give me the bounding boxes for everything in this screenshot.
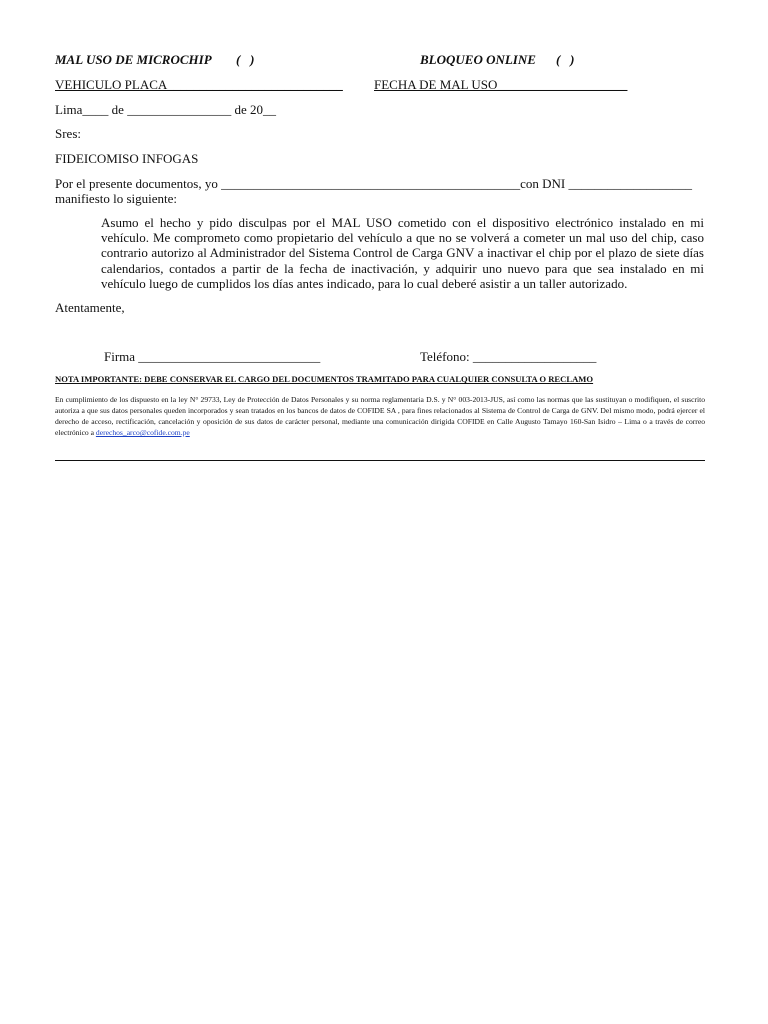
lima-date-field[interactable]: Lima____ de ________________ de 20__ (55, 102, 276, 117)
legal-notice (55, 394, 705, 438)
fecha-mal-uso-field[interactable]: FECHA DE MAL USO____________________ (374, 77, 628, 92)
intro-line[interactable]: Por el presente documentos, yo ______________________________________________con DNI ___________________ (55, 176, 692, 191)
bloqueo-online-label: BLOQUEO ONLINE (420, 52, 536, 67)
salutation: Sres: (55, 126, 81, 141)
closing: Atentamente, (55, 300, 125, 315)
divider (55, 460, 705, 461)
signature-field[interactable]: Firma ____________________________ (104, 349, 321, 364)
commitment-paragraph: Asumo el hecho y pido disculpas por el MAL USO cometido con el dispositivo electrónico instalado en mi vehículo. Me comprometo como propietario del vehículo a que no se volverá a cometer un mal uso del chip, caso contrario autorizo al Administrador del Sistema Control de Carga GNV a inactivar el chip por el plazo de siete días calendarios, contados a partir de la fecha de inactivación, y adquirir uno nuevo para que sea instalado en mi vehículo luego de cumplidos los días antes indicado, para lo cual deberé asistir a un taller autorizado. (101, 215, 704, 291)
vehiculo-placa-field[interactable]: VEHICULO PLACA___________________________ (55, 77, 343, 92)
intro-line-2: manifiesto lo siguiente: (55, 191, 178, 206)
email-link[interactable]: derechos_arco@cofide.com.pe (95, 428, 190, 437)
telefono-field[interactable]: Teléfono: ___________________ (420, 349, 597, 364)
recipient: FIDEICOMISO INFOGAS (55, 151, 199, 166)
legal-text: En cumplimiento de los dispuesto en la ley N° 29733, Ley de Protección de Datos Personales y su norma reglamentaria D.S. y N° 003-2013-JUS, así como las normas que las sustituyan o modifiquen, el suscrito autoriza a que sus datos personales queden incorporados y sean tratados en los bancos de datos de COFIDE SA , para fines relacionados al Sistema de Control de Carga de GNV. Del mismo modo, podrá ejercer el derecho de acceso, rectificación, cancelación y oposición de sus datos de carácter personal, mediante una comunicación dirigida COFIDE en Calle Augusto Tamayo 160-San Isidro – Lima o a través de correo electrónico a (55, 395, 705, 437)
nota-importante: NOTA IMPORTANTE: DEBE CONSERVAR EL CARGO DEL DOCUMENTOS TRAMITADO PARA CUALQUIER CONSULTA O RECLAMO (55, 374, 594, 384)
bloqueo-online-checkbox[interactable]: ( ) (556, 52, 575, 67)
mal-uso-checkbox[interactable]: ( ) (236, 52, 255, 67)
mal-uso-label: MAL USO DE MICROCHIP (55, 52, 212, 67)
